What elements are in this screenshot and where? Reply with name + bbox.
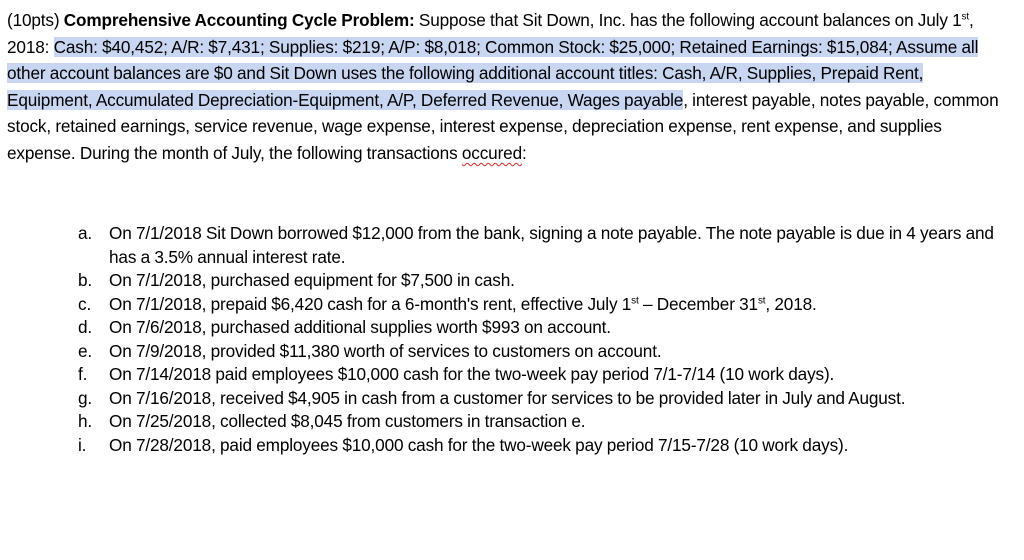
transaction-letter: g.	[78, 387, 93, 408]
misspelled-word[interactable]: occured	[461, 142, 522, 163]
transaction-letter: a.	[78, 223, 93, 243]
transaction-list	[78, 222, 1008, 457]
transaction-item-a	[78, 222, 1008, 269]
transaction-superscript: st	[631, 294, 639, 306]
transaction-text: On 7/14/2018 paid employees $10,000 cash for the two-week pay period 7/1-7/14 (10 work days).	[109, 364, 835, 384]
transaction-letter: e.	[78, 340, 93, 361]
transaction-letter: h.	[78, 411, 93, 431]
transaction-text	[109, 293, 1008, 317]
transaction-text: On 7/9/2018, provided $11,380 worth of services to customers on account.	[109, 340, 662, 361]
transaction-letter: c.	[78, 293, 92, 314]
transaction-letter: b.	[78, 270, 93, 290]
transaction-letter: f.	[78, 364, 88, 384]
transaction-text: On 7/28/2018, paid employees $10,000 cash for the two-week pay period 7/15-7/28 (10 work days).	[109, 434, 849, 455]
transaction-item-b	[78, 269, 1008, 293]
problem-title: Comprehensive Accounting Cycle Problem:	[63, 10, 415, 30]
transaction-text: On 7/16/2018, received $4,905 in cash from a customer for services to be provided later in July and August.	[109, 387, 906, 408]
transaction-item-h	[78, 410, 1008, 434]
highlighted-account-balances[interactable]: Cash: $40,452; A/R: $7,431; Supplies: $219; A/P: $8,018; Common Stock: $25,000; Retained Earnings: $15,084; Assume all other account balances are $0 and Sit Down uses the following additional account titles: Cash, A/R, Supplies, Prepaid Rent, Equipment, Accumulated Depreciation-Equipment, A/P, Deferred Revenue, Wages payable	[7, 36, 979, 110]
transaction-item-e	[78, 340, 1008, 364]
transaction-text: On 7/25/2018, collected $8,045 from customers in transaction e.	[109, 411, 586, 431]
transaction-letter: d.	[78, 317, 93, 337]
transaction-item-g	[78, 387, 1008, 411]
transaction-item-f	[78, 363, 1008, 387]
transaction-superscript: st	[757, 294, 766, 306]
transaction-item-i	[78, 434, 1008, 458]
problem-intro	[7, 7, 1011, 167]
problem-intro-superscript: st	[961, 11, 969, 23]
transaction-text-part: On 7/1/2018, prepaid $6,420 cash for a 6-month's rent, effective July 1	[109, 293, 632, 314]
transaction-item-c	[78, 293, 1008, 317]
problem-intro-end: :	[521, 142, 527, 163]
problem-intro-text-3: , interest payable, notes payable, common stock, retained earnings, service revenue, wage expense, interest expense, depreciation expense, rent expense, and supplies expense. During the month of July, the following transactions	[7, 89, 999, 163]
transaction-text-part: – December 31	[638, 293, 758, 314]
transaction-item-d	[78, 316, 1008, 340]
transaction-text: On 7/1/2018 Sit Down borrowed $12,000 from the bank, signing a note payable. The note payable is due in 4 years and has a 3.5% annual interest rate.	[109, 223, 994, 267]
problem-intro-text-1: Suppose that Sit Down, Inc. has the following account balances on July 1	[418, 10, 962, 30]
transaction-text: On 7/6/2018, purchased additional supplies worth $993 on account.	[109, 317, 611, 337]
problem-intro-text-2: , 2018:	[7, 10, 974, 57]
transaction-text-part: , 2018.	[765, 293, 817, 314]
transaction-text: On 7/1/2018, purchased equipment for $7,500 in cash.	[109, 270, 515, 290]
transaction-letter: i.	[78, 434, 87, 455]
problem-points: (10pts)	[7, 10, 60, 30]
